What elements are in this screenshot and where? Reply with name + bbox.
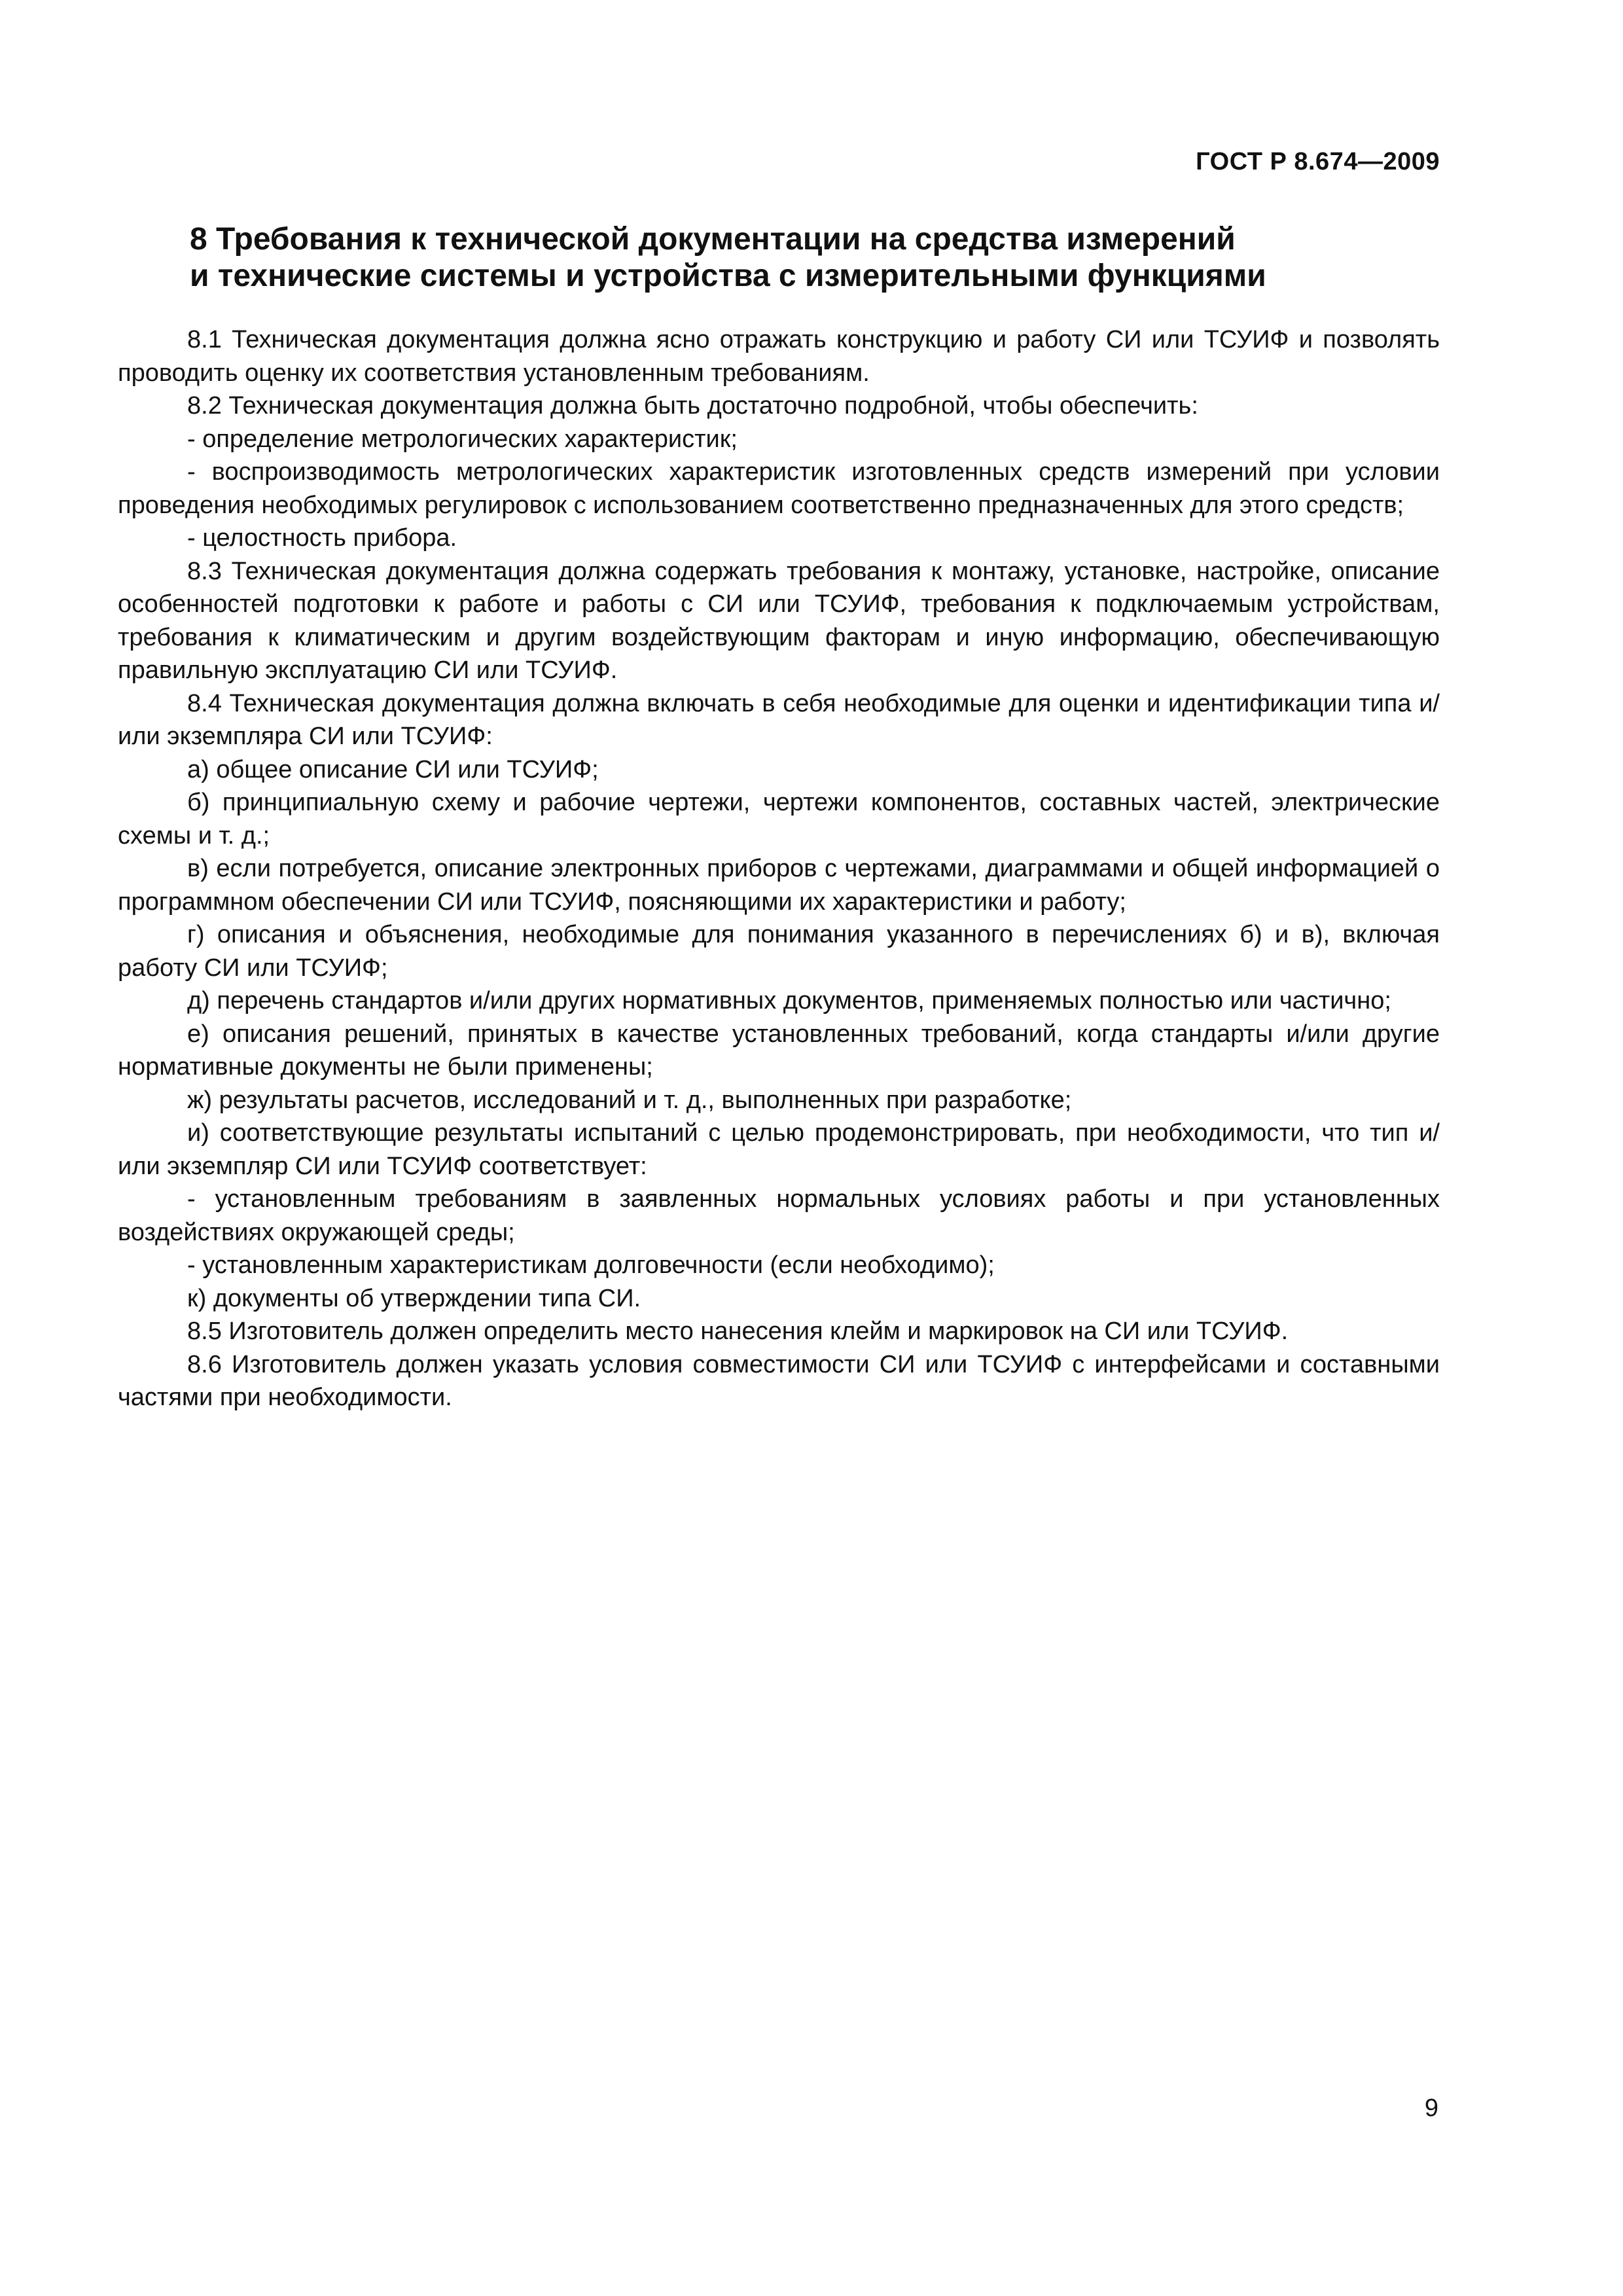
list-item-dash: - установленным требованиям в заявленных нормальных условиях работы и при установленных воздействиях окружающей среды;: [118, 1185, 1440, 1246]
list-item-e: е) описания решений, принятых в качестве установленных требований, когда стандарты и/или другие нормативные документы не были применены;: [118, 1020, 1440, 1081]
list-item-dash: - целостность прибора.: [187, 524, 457, 552]
paragraph-8-1: 8.1 Техническая документация должна ясно отражать конструкцию и работу СИ или ТСУИФ и позволять проводить оценку их соответствия установленным требованиям.: [118, 326, 1440, 387]
list-item-dash: - установленным характеристикам долговечности (если необходимо);: [187, 1251, 995, 1279]
list-item-v: в) если потребуется, описание электронных приборов с чертежами, диаграммами и общей информацией о программном обеспечении СИ или ТСУИФ, поясняющими их характеристики и работу;: [118, 855, 1440, 916]
list-item-k: к) документы об утверждении типа СИ.: [187, 1284, 641, 1312]
section-title-line-1: 8 Требования к технической документации на средства измерений: [190, 222, 1236, 257]
list-item-a: а) общее описание СИ или ТСУИФ;: [187, 755, 599, 783]
paragraph-8-5: 8.5 Изготовитель должен определить место нанесения клейм и маркировок на СИ или ТСУИФ.: [187, 1318, 1289, 1345]
list-item-d: д) перечень стандартов и/или других нормативных документов, применяемых полностью или частично;: [187, 987, 1391, 1014]
list-item-zh: ж) результаты расчетов, исследований и т. д., выполненных при разработке;: [187, 1086, 1072, 1114]
list-item-g: г) описания и объяснения, необходимые для понимания указанного в перечислениях б) и в), включая работу СИ или ТСУИФ;: [118, 921, 1440, 982]
list-item-dash: - воспроизводимость метрологических характеристик изготовленных средств измерений при условии проведения необходимых регулировок с использованием соответственно предназначенных для этого средств;: [118, 458, 1440, 519]
document-code-header: ГОСТ Р 8.674—2009: [1196, 148, 1440, 175]
paragraph-8-3: 8.3 Техническая документация должна содержать требования к монтажу, установке, настройке, описание особенностей подготовки к работе и работы с СИ или ТСУИФ, требования к подключаемым устройствам, требования к климатическим и другим воздействующим факторам и иную информацию, обеспечивающую правильную эксплуатацию СИ или ТСУИФ.: [118, 557, 1440, 684]
list-item-i: и) соответствующие результаты испытаний с целью продемонстрировать, при необходимости, что тип и/или экземпляр СИ или ТСУИФ соответствует:: [118, 1119, 1440, 1180]
paragraph-8-2: 8.2 Техническая документация должна быть достаточно подробной, чтобы обеспечить:: [187, 392, 1198, 420]
list-item-b: б) принципиальную схему и рабочие чертежи, чертежи компонентов, составных частей, электрические схемы и т. д.;: [118, 789, 1440, 850]
list-item-dash: - определение метрологических характеристик;: [187, 425, 738, 453]
section-title: [190, 221, 1433, 295]
page-number: 9: [1424, 2094, 1438, 2122]
section-title-line-2: и технические системы и устройства с измерительными функциями: [190, 259, 1266, 293]
section-body: [118, 323, 1440, 1414]
paragraph-8-6: 8.6 Изготовитель должен указать условия совместимости СИ или ТСУИФ с интерфейсами и составными частями при необходимости.: [118, 1350, 1440, 1411]
paragraph-8-4: 8.4 Техническая документация должна включать в себя необходимые для оценки и идентификации типа и/или экземпляра СИ или ТСУИФ:: [118, 689, 1440, 750]
